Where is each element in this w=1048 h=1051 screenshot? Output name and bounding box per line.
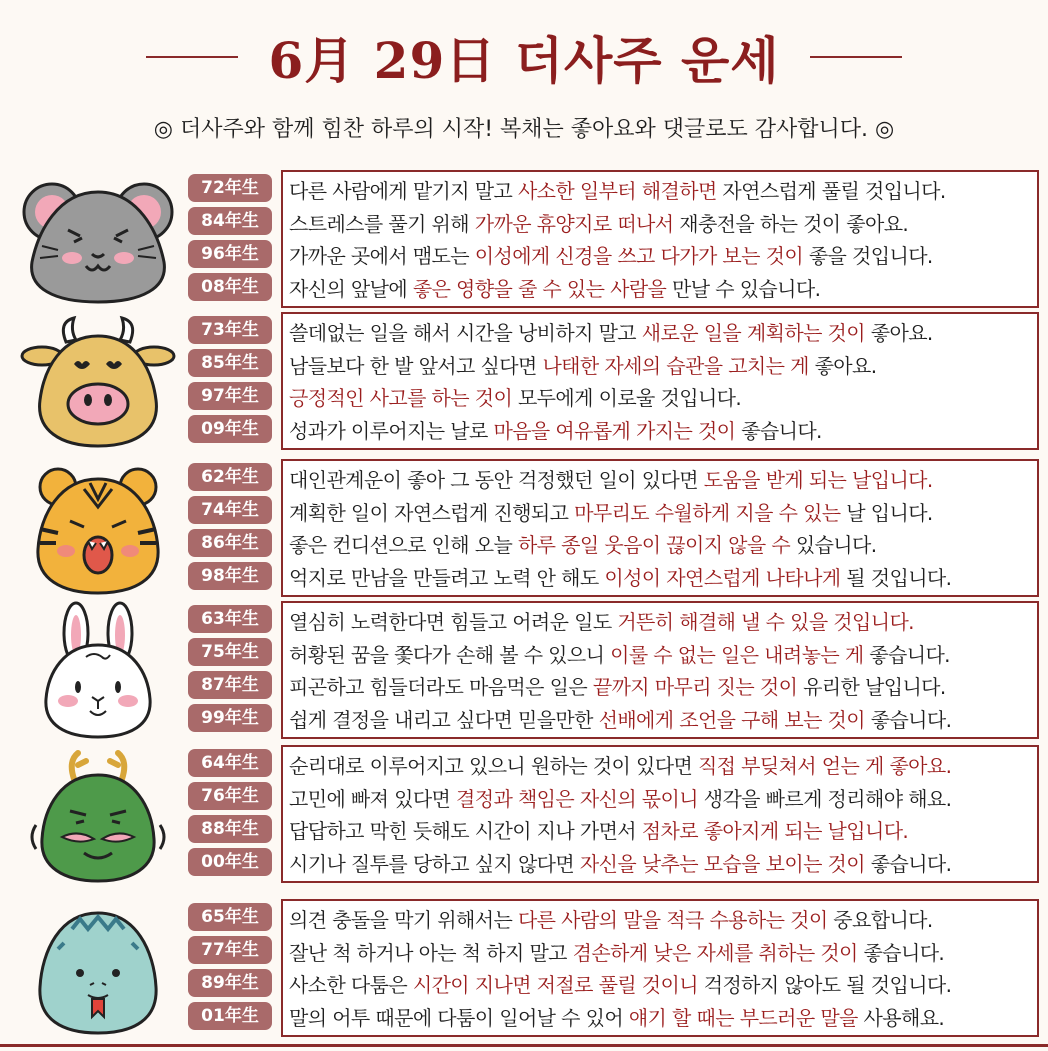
snake-icon [18,899,178,1041]
fortune-line: 대인관계운이 좋아 그 동안 걱정했던 일이 있다면 도움을 받게 되는 날입니다. [289,468,933,492]
fortune-group-rabbit [0,601,1048,743]
year-badge: 85年生 [188,349,272,377]
fortune-line: 잘난 척 하거나 아는 척 하지 말고 겸손하게 낮은 자세를 취하는 것이 좋습니다. [289,940,945,965]
fortune-line: 시기나 질투를 당하고 싶지 않다면 자신을 낮추는 모습을 보이는 것이 좋습니다. [289,851,952,876]
fortune-line: 열심히 노력한다면 힘들고 어려운 일도 거뜬히 해결해 낼 수 있을 것입니다. [289,610,914,634]
rabbit-icon [18,601,178,743]
page-subtitle: ◎ 더사주와 함께 힘찬 하루의 시작! 복채는 좋아요와 댓글로도 감사합니다. ◎ [153,117,895,142]
fortune-line: 쓸데없는 일을 해서 시간을 낭비하지 말고 새로운 일을 계획하는 것이 좋아요. [289,321,933,345]
fortune-line: 허황된 꿈을 쫓다가 손해 볼 수 있으니 이룰 수 없는 일은 내려놓는 게 좋습니다. [289,642,950,667]
fortune-box [281,312,1039,450]
fortune-box [281,459,1039,597]
birth-year-badges [188,605,272,737]
fortune-line: 스트레스를 풀기 위해 가까운 휴양지로 떠나서 재충전을 하는 것이 좋아요. [289,211,909,236]
year-badge: 97年生 [188,382,272,410]
fortune-line: 가까운 곳에서 맴도는 이성에게 신경을 쓰고 다가가 보는 것이 좋을 것입니다. [289,244,933,268]
year-badge: 89年生 [188,969,272,997]
ox-icon [18,312,178,454]
year-badge: 84年生 [188,207,272,235]
year-badge: 08年生 [188,273,272,301]
year-badge: 63年生 [188,605,272,633]
year-badge: 62年生 [188,463,272,491]
year-badge: 00年生 [188,848,272,876]
fortune-group-dragon [0,745,1048,887]
birth-year-badges [188,749,272,881]
year-badge: 76年生 [188,782,272,810]
fortune-group-ox [0,312,1048,454]
fortune-line: 사소한 다툼은 시간이 지나면 저절로 풀릴 것이니 걱정하지 않아도 될 것입니다. [289,973,952,997]
year-badge: 72年生 [188,174,272,202]
rat-icon [18,170,178,312]
fortune-line: 자신의 앞날에 좋은 영향을 줄 수 있는 사람을 만날 수 있습니다. [289,276,821,301]
fortune-line: 성과가 이루어지는 날로 마음을 여유롭게 가지는 것이 좋습니다. [289,418,822,443]
header [0,22,1048,92]
fortune-line: 의견 충돌을 막기 위해서는 다른 사람의 말을 적극 수용하는 것이 중요합니다. [289,908,933,932]
year-badge: 73年生 [188,316,272,344]
year-badge: 09年生 [188,415,272,443]
bottom-divider [0,1044,1048,1047]
fortune-box [281,170,1039,308]
fortune-box [281,745,1039,883]
year-badge: 64年生 [188,749,272,777]
fortune-line: 좋은 컨디션으로 인해 오늘 하루 종일 웃음이 끊이지 않을 수 있습니다. [289,533,877,557]
birth-year-badges [188,463,272,595]
fortune-line: 억지로 만남을 만들려고 노력 안 해도 이성이 자연스럽게 나타나게 될 것입니다. [289,565,952,590]
fortune-group-snake [0,899,1048,1041]
fortune-line: 계획한 일이 자연스럽게 진행되고 마무리도 수월하게 지을 수 있는 날 입니다. [289,500,933,525]
title-left-rule [146,56,238,58]
year-badge: 86年生 [188,529,272,557]
fortune-line: 말의 어투 때문에 다툼이 일어날 수 있어 얘기 할 때는 부드러운 말을 사용해요. [289,1005,945,1030]
fortune-line: 답답하고 막힌 듯해도 시간이 지나 가면서 점차로 좋아지게 되는 날입니다. [289,819,909,843]
fortune-line: 다른 사람에게 맡기지 말고 사소한 일부터 해결하면 자연스럽게 풀릴 것입니다. [289,179,946,203]
fortune-line: 쉽게 결정을 내리고 싶다면 믿을만한 선배에게 조언을 구해 보는 것이 좋습니다. [289,707,952,732]
fortune-box [281,899,1039,1037]
fortune-line: 긍정적인 사고를 하는 것이 모두에게 이로울 것입니다. [289,386,742,410]
fortune-box [281,601,1039,739]
tiger-icon [18,459,178,601]
fortune-group-tiger [0,459,1048,601]
birth-year-badges [188,903,272,1035]
year-badge: 96年生 [188,240,272,268]
year-badge: 77年生 [188,936,272,964]
fortune-line: 순리대로 이루어지고 있으니 원하는 것이 있다면 직접 부딪쳐서 얻는 게 좋아요. [289,754,952,778]
year-badge: 98年生 [188,562,272,590]
year-badge: 88年生 [188,815,272,843]
year-badge: 01年生 [188,1002,272,1030]
title-right-rule [810,56,902,58]
year-badge: 75年生 [188,638,272,666]
fortune-line: 남들보다 한 발 앞서고 싶다면 나태한 자세의 습관을 고치는 게 좋아요. [289,353,877,378]
year-badge: 74年生 [188,496,272,524]
page-title: 6月 29日 더사주 운세 [268,31,780,90]
year-badge: 87年生 [188,671,272,699]
year-badge: 65年生 [188,903,272,931]
fortune-line: 고민에 빠져 있다면 결정과 책임은 자신의 몫이니 생각을 빠르게 정리해야 해요. [289,786,952,811]
year-badge: 99年生 [188,704,272,732]
dragon-icon [18,745,178,887]
fortune-group-rat [0,170,1048,312]
birth-year-badges [188,174,272,306]
fortune-line: 피곤하고 힘들더라도 마음먹은 일은 끝까지 마무리 짓는 것이 유리한 날입니다. [289,675,946,699]
birth-year-badges [188,316,272,448]
